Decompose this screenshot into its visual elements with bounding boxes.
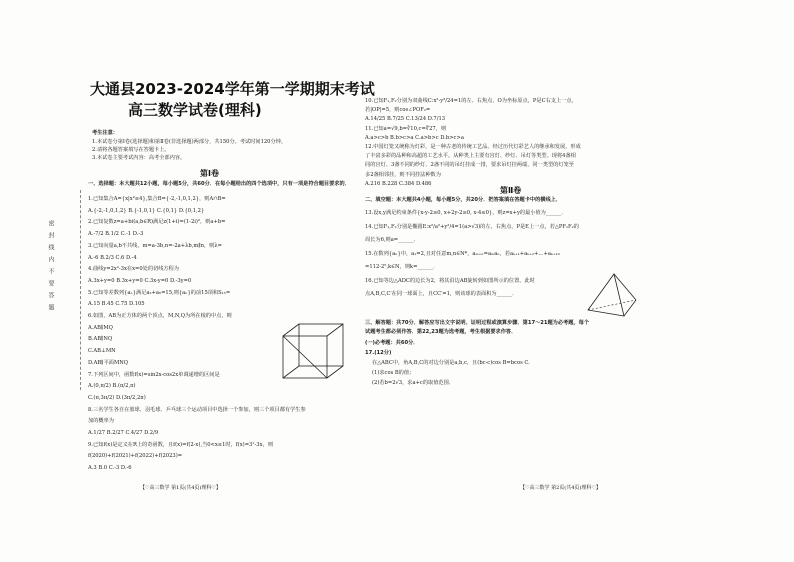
question-line: 多2盏相邻挂，则不同挂法种数为	[365, 171, 441, 178]
question-line: A.1/27 B.2/27 C.4/27 D.2/9	[88, 430, 159, 436]
question-line: 7.下列区间中，函数f(x)=sin2x-cos2x单调递增的区间是	[88, 371, 220, 378]
notice-line: 1.本试卷分第Ⅰ卷(选择题)和第Ⅱ卷(非选择题)两部分，共150分。考试时间120分钟。	[92, 139, 287, 145]
question-line: f(2020)+f(2021)+f(2022)+f(2023)=	[88, 453, 183, 460]
question-line: A.-7/2 B.1/2 C.-1 D.-3	[88, 231, 144, 238]
question-line: A.3 B.0 C.-3 D.-6	[88, 465, 132, 472]
question-line: 加的概率为	[88, 418, 114, 425]
question-line: 16.已知等边△ADC的边长为2，将其沿边AB旋转到如图所示的位置，此时	[365, 277, 535, 284]
tetra-figure	[584, 270, 640, 322]
q17-part1: (1)求cos B的值；	[372, 370, 415, 376]
part3-instruction-2: 试题考生都必须作答．第22,23题为选考题，考生根据要求作答．	[365, 329, 517, 335]
required-head: (一)必考题：共60分．	[365, 340, 419, 346]
section-1-title: 第Ⅰ卷	[200, 169, 219, 178]
part3-instruction: 三、解答题：共70分．解答应写出文字说明、证明过程或演算步骤．第17～21题为必考题，每个	[365, 320, 589, 326]
question-line: 了丰富多彩的品种和高超的工艺水平。从种类上主要有宫灯、纱灯、吊灯等类型。现将4盏相	[365, 153, 576, 160]
question-line: A.a>c>b B.b>c>a C.a>b>c D.b>c>a	[365, 134, 464, 141]
q17-head: 17.(12分)	[365, 350, 392, 356]
exam-title: 大通县2023-2024学年第一学期期末考试	[90, 80, 375, 98]
question-line: 11.已知a=√9,b=∛10,c=∜27，则	[365, 125, 447, 132]
question-line: B.AB∥NQ	[88, 336, 113, 343]
q17-part2: (2)若b=2√3，求a+c的取值范围．	[372, 380, 454, 386]
question-line: 1.已知集合A={x|x²≤4},集合B={-2,-1,0,1,2}，则A∩B=	[88, 196, 226, 202]
exam-subtitle: 高三数学试卷(理科)	[128, 101, 262, 119]
question-line: A.3x+y=0 B.3x+y=0 C.3x-y=0 D.-3y=0	[88, 277, 192, 284]
question-line: 周长为6,则a=______．	[365, 237, 419, 243]
question-line: 若|OP|=5，则cos∠POF₂=	[365, 107, 431, 114]
question-line: A.-6 B.2/3 C.6 D.-4	[88, 254, 137, 261]
question-line: 点A,B,C,C′在同一球面上，且CC′=1，则该球的表面积为______．	[365, 291, 518, 297]
footer-right: 【♡高三数学 第2页(共4页)理科♡】	[520, 485, 601, 491]
binding-line	[58, 190, 81, 390]
question-line: C.AB⊥MN	[88, 348, 116, 355]
notice-line: 3.本试卷主要考试内容：高考全部内容。	[92, 155, 186, 161]
question-line: 3.已知向量a,b不共线，m=a-3b,n=-2a+λb,m∥n，则λ=	[88, 242, 222, 249]
cube-figure	[277, 320, 349, 382]
question-line: 同的宫灯、3盏不同的纱灯、2盏不同的吊灯挂成一排，要求吊灯挂两端，同一类型的灯笼至	[365, 162, 574, 169]
q17-text: 在△ABC中，角A,B,C的对边分别是a,b,c，且(bc-c)cos B=bcos C.	[372, 360, 530, 366]
question-line: 10.已知F₁,F₂分别为双曲线C:x²-y²/24=1的左、右焦点，O为坐标原点，P是C右支上一点，	[365, 98, 577, 104]
question-line: A.(0,π/2) B.(π/2,π)	[88, 383, 136, 390]
question-line: 12.中国灯笼又统称为灯彩，是一种古老的传统工艺品。经过历代灯彩艺人的继承和发展，形成	[365, 144, 581, 150]
question-line: 2.已知复数z=a+bi(a,b∈R)满足z(1+i)=(1-2i)²，则a+b=	[88, 219, 226, 226]
question-line: A.AB∥MQ	[88, 324, 113, 331]
section-2-title: 第Ⅱ卷	[500, 186, 522, 195]
question-line: A.216 B.228 C.384 D.486	[365, 180, 432, 187]
question-line: A.14/25 B.7/25 C.13/24 D.7/13	[365, 116, 446, 123]
binding-text: 密封线内不要答题	[47, 220, 54, 316]
question-line: 13.设x,y满足约束条件{x-y-2≥0, x+2y-2≥0, x-4≤0}，则z=x+y的最小值为______．	[365, 210, 567, 216]
part1-instruction: 一、选择题：本大题共12小题，每小题5分，共60分．在每小题给出的四个选项中，只有一项是符合题目要求的．	[88, 181, 350, 187]
notice-head: 考生注意：	[92, 130, 118, 136]
question-line: A.15 B.45 C.75 D.105	[88, 301, 145, 308]
question-line: 6.如图，AB为正方体的两个顶点，M,N,Q为所在棱的中点，则	[88, 313, 232, 319]
footer-left: 【♡高三数学 第1页(共4页)理科♡】	[140, 485, 221, 491]
question-line: C.(π,3π/2) D.(3π/2,2π)	[88, 394, 146, 401]
part2-instruction: 二、填空题：本大题共4小题，每小题5分，共20分．把答案填在答题卡中的横线上．	[365, 197, 562, 203]
notice-line: 2.请将各题答案填写在答题卡上。	[92, 147, 170, 153]
question-line: 8.三名学生各自在篮球、羽毛球、乒乓球三个运动项目中选择一个参加，则三个项目都有学生参	[88, 406, 306, 413]
question-line: =112-2⁵,k∈N，则k=______．	[365, 264, 439, 270]
question-line: A.{-2,-1,0,1,2} B.{-1,0,1} C.{0,1} D.{0,1,2}	[88, 207, 205, 214]
question-line: 15.在数列{aₙ}中，a₁=2,且对任意m,n∈N*，aₘ₊ₙ=aₘaₙ，若aₖ₊₁+aₖ₊₂+…+aₖ₊₁₀	[365, 250, 560, 257]
question-line: 4.曲线y=2x²-3x在x=0处的切线方程为	[88, 266, 179, 273]
question-line: D.AB∥平面MNQ	[88, 359, 129, 366]
question-line: 14.已知F₁,F₂分别是椭圆E:x²/a²+y²/4=1(a>√3)的左、右焦点，P是E上一点，若△PF₁F₂的	[365, 223, 579, 230]
question-line: 5.已知等差数列{aₙ}满足a₂+a₆=15,则{aₙ}的前15项和S₁₅=	[88, 289, 231, 296]
question-line: 9.已知f(x)是定义在R上的奇函数，且f(x)=f(2-x),当0<x≤1时，f(x)=3ˣ-3x，则	[88, 441, 273, 448]
